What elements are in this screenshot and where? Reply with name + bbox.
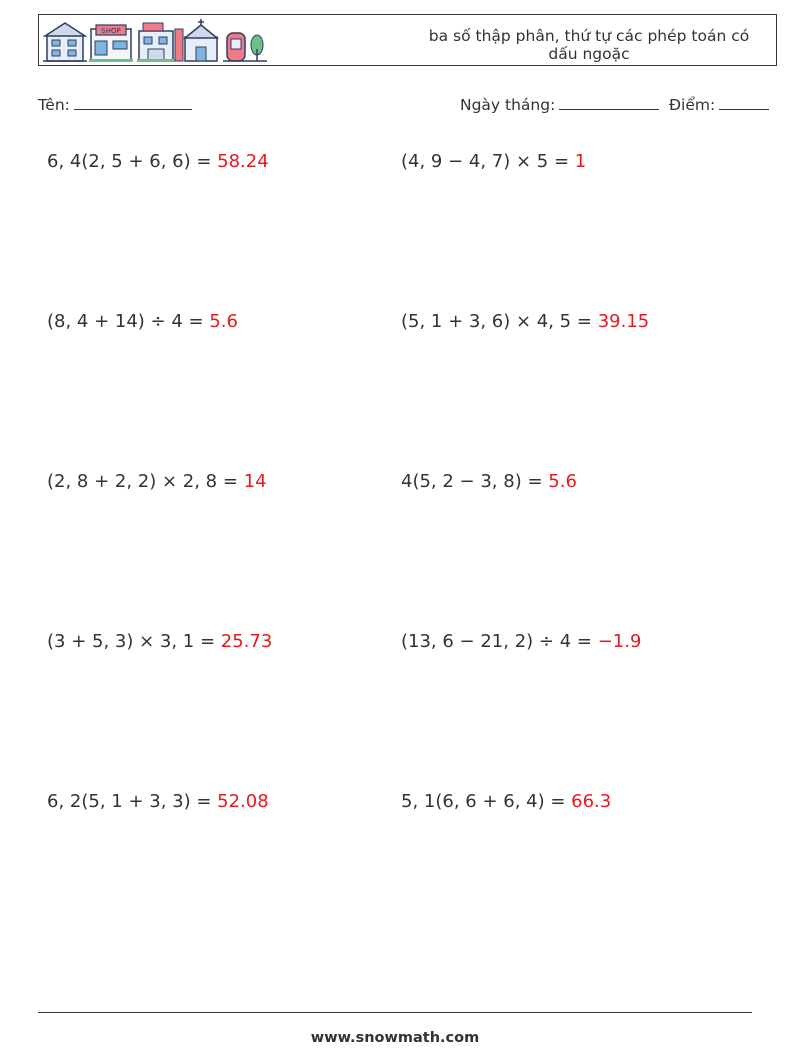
worksheet-title: ba số thập phân, thứ tự các phép toán có dấu ngoặc xyxy=(428,27,750,63)
svg-text:SHOP: SHOP xyxy=(101,27,121,35)
problem-expression: (13, 6 − 21, 2) ÷ 4 = xyxy=(401,631,592,652)
problem-answer: 5.6 xyxy=(548,471,577,492)
problem-2 xyxy=(401,151,586,172)
problem-expression: (5, 1 + 3, 6) × 4, 5 = xyxy=(401,311,592,332)
date-field xyxy=(460,93,659,114)
date-label: Ngày tháng: xyxy=(460,96,556,114)
problem-answer: 58.24 xyxy=(217,151,269,172)
problem-1 xyxy=(47,151,269,172)
name-field xyxy=(38,93,192,114)
name-label: Tên: xyxy=(38,96,70,114)
worksheet-header xyxy=(38,14,777,66)
problem-expression: 6, 4(2, 5 + 6, 6) = xyxy=(47,151,212,172)
town-buildings-icon xyxy=(43,19,269,63)
problem-5 xyxy=(47,471,267,492)
problem-answer: 66.3 xyxy=(571,791,612,812)
problem-4 xyxy=(401,311,649,332)
problem-expression: (3 + 5, 3) × 3, 1 = xyxy=(47,631,216,652)
problem-answer: 1 xyxy=(574,151,587,172)
problem-expression: 6, 2(5, 1 + 3, 3) = xyxy=(47,791,212,812)
problem-9 xyxy=(47,791,269,812)
score-field xyxy=(669,93,769,114)
problem-expression: (4, 9 − 4, 7) × 5 = xyxy=(401,151,570,172)
problem-expression: 5, 1(6, 6 + 6, 4) = xyxy=(401,791,566,812)
problem-answer: 39.15 xyxy=(597,311,650,332)
problem-10 xyxy=(401,791,611,812)
problem-expression: (8, 4 + 14) ÷ 4 = xyxy=(47,311,204,332)
problem-answer: 25.73 xyxy=(220,631,273,652)
footer-url[interactable]: www.snowmath.com xyxy=(310,1030,480,1046)
problem-expression: 4(5, 2 − 3, 8) = xyxy=(401,471,543,492)
score-label: Điểm: xyxy=(669,96,716,114)
problem-6 xyxy=(401,471,577,492)
problem-answer: 5.6 xyxy=(209,311,238,332)
problem-8 xyxy=(401,631,641,652)
problem-answer: −1.9 xyxy=(597,631,642,652)
score-blank xyxy=(719,93,769,110)
problem-7 xyxy=(47,631,272,652)
problem-answer: 14 xyxy=(243,471,267,492)
problem-expression: (2, 8 + 2, 2) × 2, 8 = xyxy=(47,471,238,492)
date-blank xyxy=(559,93,659,110)
footer-divider xyxy=(38,1012,752,1013)
problem-answer: 52.08 xyxy=(217,791,269,812)
name-blank xyxy=(74,93,192,110)
problem-3 xyxy=(47,311,238,332)
